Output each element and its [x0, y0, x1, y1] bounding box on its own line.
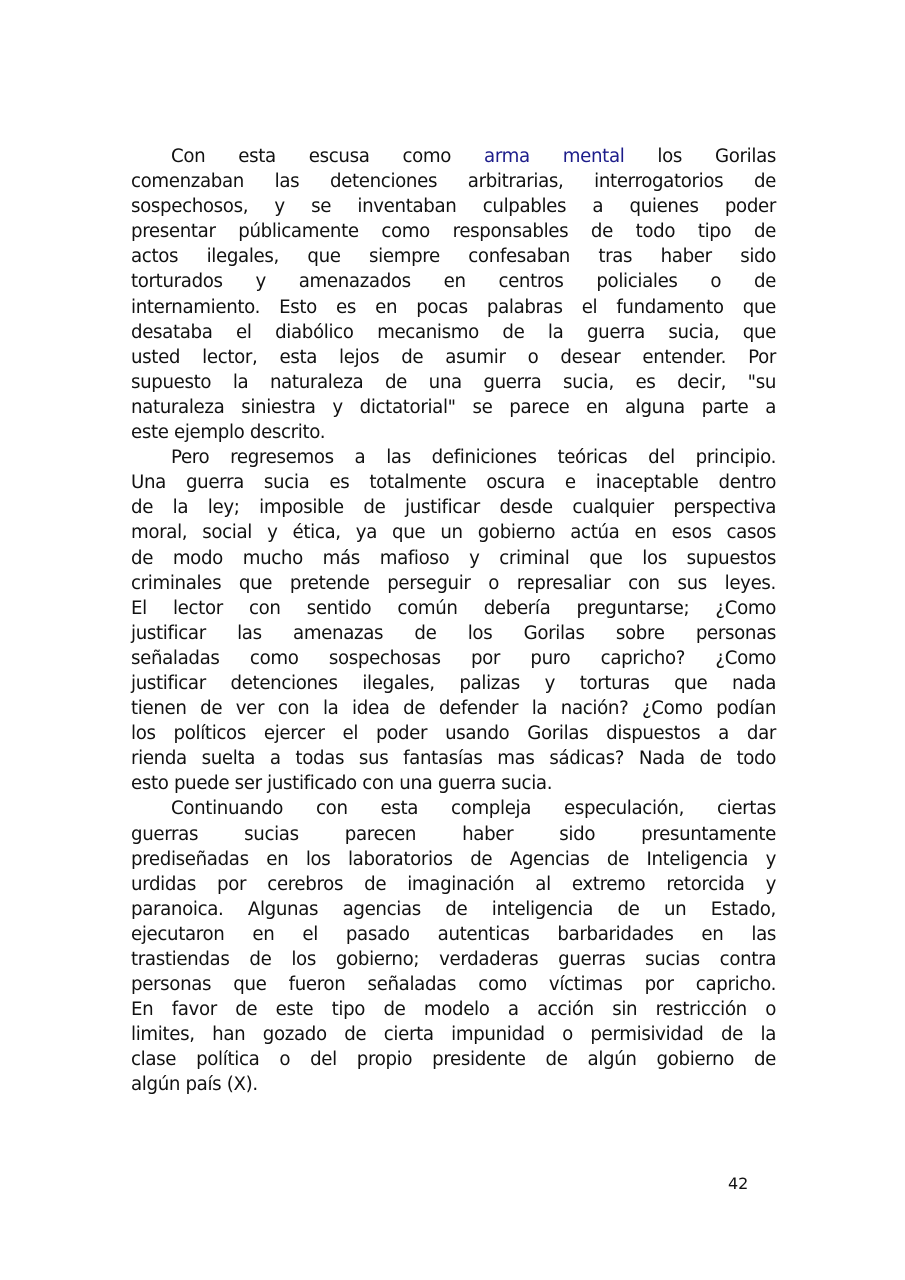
text-line: torturados y amenazados en centros policiales o de — [131, 271, 776, 293]
text-line: naturaleza siniestra y dictatorial" se parece en alguna parte a — [131, 396, 776, 418]
text-line: limites, han gozado de cierta impunidad o permisividad de la — [131, 1024, 776, 1046]
text-line: actos ilegales, que siempre confesaban tras haber sido — [131, 246, 776, 268]
text-line: trastiendas de los gobierno; verdaderas guerras sucias contra — [131, 949, 776, 970]
text-line: supuesto la naturaleza de una guerra sucia, es decir, "su — [131, 371, 776, 393]
paragraph — [131, 796, 776, 1097]
text-line: de modo mucho más mafioso y criminal que los supuestos — [131, 547, 776, 569]
text-line: guerras sucias parecen haber sido presuntamente — [131, 823, 776, 845]
text-line: Continuando con esta compleja especulación, ciertas — [171, 798, 776, 820]
text-line: prediseñadas en los laboratorios de Agencias de Inteligencia y — [131, 848, 776, 870]
document-body — [131, 144, 776, 1098]
text-line: justificar detenciones ilegales, palizas y torturas que nada — [131, 672, 776, 694]
text-line: sospechosos, y se inventaban culpables a quienes poder — [131, 196, 776, 218]
text-line: Pero regresemos a las definiciones teóricas del principio. — [171, 447, 776, 469]
text-line: desataba el diabólico mecanismo de la guerra sucia, que — [131, 321, 776, 343]
text-line: esto puede ser justificado con una guerra sucia. — [131, 773, 553, 795]
text-line: criminales que pretende perseguir o represaliar con sus leyes. — [131, 572, 776, 594]
text-line: internamiento. Esto es en pocas palabras el fundamento que — [131, 296, 776, 318]
text-line: los políticos ejercer el poder usando Gorilas dispuestos a dar — [131, 723, 776, 745]
text-line: urdidas por cerebros de imaginación al extremo retorcida y — [131, 873, 776, 895]
text-line: clase política o del propio presidente de algún gobierno de — [131, 1049, 776, 1071]
text-line: ejecutaron en el pasado autenticas barbaridades en las — [131, 923, 776, 945]
text-line: En favor de este tipo de modelo a acción sin restricción o — [131, 999, 776, 1021]
text-line: personas que fueron señaladas como víctimas por capricho. — [131, 974, 776, 996]
text-line: tienen de ver con la idea de defender la nación? ¿Como podían — [131, 698, 776, 720]
text-line: usted lector, esta lejos de asumir o desear entender. Por — [131, 346, 776, 368]
text-line: rienda suelta a todas sus fantasías mas sádicas? Nada de todo — [131, 748, 776, 770]
text-line: algún país (X). — [131, 1074, 258, 1096]
highlighted-term: arma mental — [484, 146, 625, 167]
paragraph — [131, 144, 776, 445]
first-line-text: los Gorilas — [624, 146, 776, 167]
text-line: de la ley; imposible de justificar desde cualquier perspectiva — [131, 497, 776, 519]
text-line: señaladas como sospechosas por puro capricho? ¿Como — [131, 647, 776, 669]
first-line-text: Con esta escusa como — [171, 146, 485, 167]
text-line: comenzaban las detenciones arbitrarias, interrogatorios de — [131, 171, 776, 193]
page-number: 42 — [728, 1174, 749, 1193]
text-line: justificar las amenazas de los Gorilas sobre personas — [131, 622, 776, 644]
text-line: presentar públicamente como responsables de todo tipo de — [131, 221, 776, 243]
text-line: este ejemplo descrito. — [131, 422, 326, 444]
text-line: Una guerra sucia es totalmente oscura e inaceptable dentro — [131, 472, 776, 494]
text-line: moral, social y ética, ya que un gobierno actúa en esos casos — [131, 522, 776, 544]
text-line: El lector con sentido común debería preguntarse; ¿Como — [131, 597, 776, 619]
text-line — [131, 144, 776, 169]
paragraph — [131, 445, 776, 796]
text-line: paranoica. Algunas agencias de inteligencia de un Estado, — [131, 898, 776, 920]
